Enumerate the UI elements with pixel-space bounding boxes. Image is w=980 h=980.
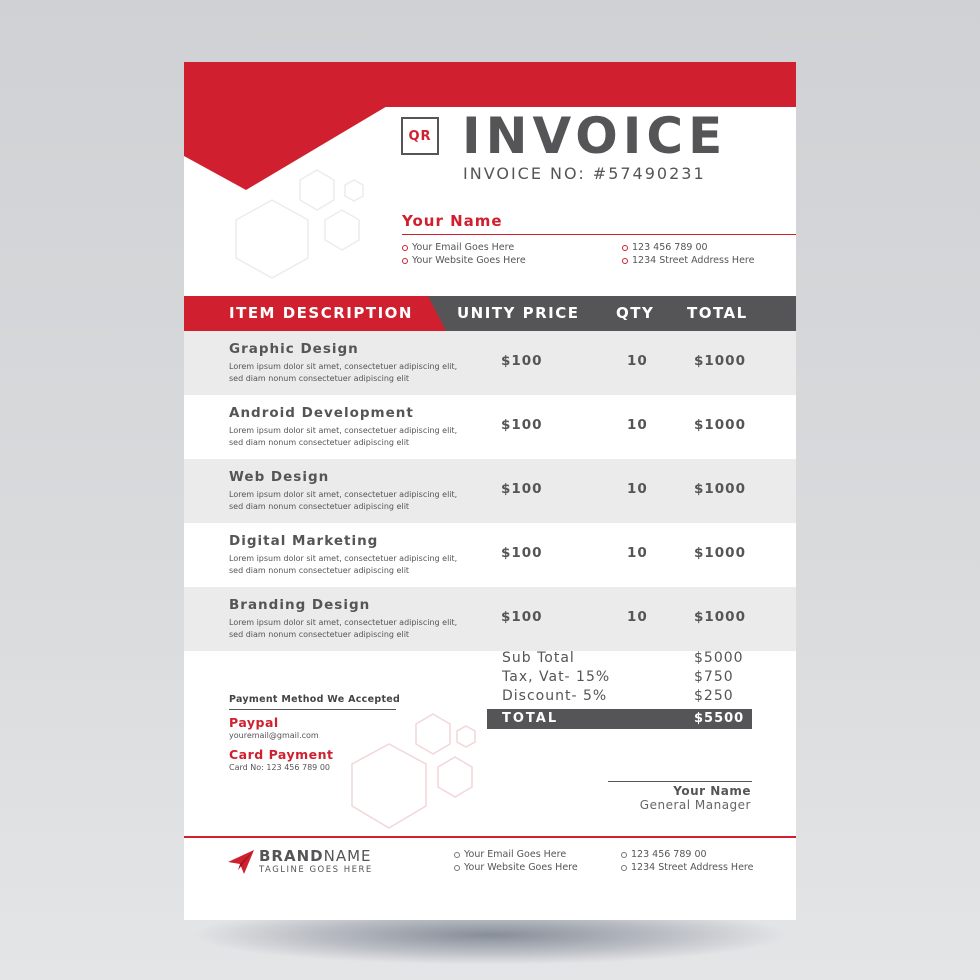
item-total: $1000 bbox=[694, 545, 746, 561]
tax-value: $750 bbox=[694, 669, 734, 685]
table-row bbox=[184, 523, 796, 587]
sender-phone bbox=[622, 242, 708, 253]
payment-heading: Payment Method We Accepted bbox=[229, 694, 401, 705]
sender-address-text: 1234 Street Address Here bbox=[632, 255, 755, 266]
item-description: Lorem ipsum dolor sit amet, consectetuer adipiscing elit, sed diam nonum consectetuer adipiscing elit bbox=[229, 618, 458, 639]
item-price: $100 bbox=[501, 481, 543, 497]
item-total: $1000 bbox=[694, 481, 746, 497]
subtotal-label: Sub Total bbox=[502, 650, 575, 666]
paper-plane-logo-icon bbox=[228, 850, 256, 874]
sender-address bbox=[622, 255, 754, 266]
item-title: Web Design bbox=[229, 469, 330, 485]
item-total: $1000 bbox=[694, 353, 746, 369]
card-number: Card No: 123 456 789 00 bbox=[229, 763, 330, 772]
table-row bbox=[184, 395, 796, 459]
globe-icon bbox=[402, 258, 408, 264]
header-total: TOTAL bbox=[687, 304, 748, 322]
footer-phone-text: 123 456 789 00 bbox=[631, 849, 707, 860]
footer-address bbox=[621, 862, 753, 873]
header-unit-price: UNITY PRICE bbox=[457, 304, 580, 322]
hexagon-decoration bbox=[344, 702, 484, 842]
invoice-number: INVOICE NO: #57490231 bbox=[463, 164, 706, 183]
signatory-name: Your Name bbox=[673, 784, 751, 798]
phone-icon bbox=[621, 852, 627, 858]
item-title: Graphic Design bbox=[229, 341, 359, 357]
item-description: Lorem ipsum dolor sit amet, consectetuer adipiscing elit, sed diam nonum consectetuer adipiscing elit bbox=[229, 426, 458, 447]
item-price: $100 bbox=[501, 609, 543, 625]
item-title: Android Development bbox=[229, 405, 414, 421]
item-price: $100 bbox=[501, 417, 543, 433]
item-qty: 10 bbox=[627, 417, 648, 433]
table-row bbox=[184, 587, 796, 651]
table-row bbox=[184, 459, 796, 523]
item-total: $1000 bbox=[694, 609, 746, 625]
phone-icon bbox=[622, 245, 628, 251]
brand-tagline: TAGLINE GOES HERE bbox=[259, 865, 373, 875]
item-qty: 10 bbox=[627, 609, 648, 625]
grand-total-value: $5500 bbox=[694, 711, 745, 726]
footer-website bbox=[454, 862, 578, 873]
sender-phone-text: 123 456 789 00 bbox=[632, 242, 708, 253]
footer-divider bbox=[184, 836, 796, 838]
footer-phone bbox=[621, 849, 707, 860]
item-price: $100 bbox=[501, 545, 543, 561]
email-icon bbox=[454, 852, 460, 858]
table-row bbox=[184, 331, 796, 395]
subtotal-value: $5000 bbox=[694, 650, 744, 666]
header-item-description: ITEM DESCRIPTION bbox=[229, 304, 413, 322]
sender-website bbox=[402, 255, 526, 266]
qr-code-placeholder: QR bbox=[401, 117, 439, 155]
signatory-role: General Manager bbox=[639, 798, 751, 812]
item-title: Branding Design bbox=[229, 597, 371, 613]
invoice-title: INVOICE bbox=[462, 107, 728, 165]
brand-name-bold: BRAND bbox=[259, 847, 324, 865]
item-title: Digital Marketing bbox=[229, 533, 379, 549]
name-divider bbox=[402, 234, 796, 235]
item-description: Lorem ipsum dolor sit amet, consectetuer adipiscing elit, sed diam nonum consectetuer adipiscing elit bbox=[229, 490, 458, 511]
sender-website-text: Your Website Goes Here bbox=[412, 255, 526, 266]
location-icon bbox=[621, 865, 627, 871]
item-total: $1000 bbox=[694, 417, 746, 433]
item-description: Lorem ipsum dolor sit amet, consectetuer adipiscing elit, sed diam nonum consectetuer adipiscing elit bbox=[229, 554, 458, 575]
grand-total-label: TOTAL bbox=[502, 711, 559, 726]
sender-email bbox=[402, 242, 514, 253]
card-payment-label: Card Payment bbox=[229, 747, 334, 762]
item-qty: 10 bbox=[627, 481, 648, 497]
tax-label: Tax, Vat- 15% bbox=[502, 669, 611, 685]
payment-divider bbox=[229, 709, 396, 710]
brand-name bbox=[259, 847, 372, 865]
globe-icon bbox=[454, 865, 460, 871]
footer-email-text: Your Email Goes Here bbox=[464, 849, 567, 860]
footer-website-text: Your Website Goes Here bbox=[464, 862, 578, 873]
signature-line bbox=[608, 781, 752, 782]
header-qty: QTY bbox=[616, 304, 655, 322]
sender-name: Your Name bbox=[402, 212, 503, 230]
location-icon bbox=[622, 258, 628, 264]
invoice-page bbox=[184, 62, 796, 920]
item-price: $100 bbox=[501, 353, 543, 369]
brand-name-light: NAME bbox=[323, 847, 372, 865]
paypal-label: Paypal bbox=[229, 715, 279, 730]
footer-address-text: 1234 Street Address Here bbox=[631, 862, 754, 873]
discount-label: Discount- 5% bbox=[502, 688, 608, 704]
discount-value: $250 bbox=[694, 688, 734, 704]
email-icon bbox=[402, 245, 408, 251]
paypal-email: youremail@gmail.com bbox=[229, 731, 319, 740]
item-qty: 10 bbox=[627, 353, 648, 369]
item-description: Lorem ipsum dolor sit amet, consectetuer adipiscing elit, sed diam nonum consectetuer adipiscing elit bbox=[229, 362, 458, 383]
footer-email bbox=[454, 849, 566, 860]
sender-email-text: Your Email Goes Here bbox=[412, 242, 515, 253]
item-qty: 10 bbox=[627, 545, 648, 561]
